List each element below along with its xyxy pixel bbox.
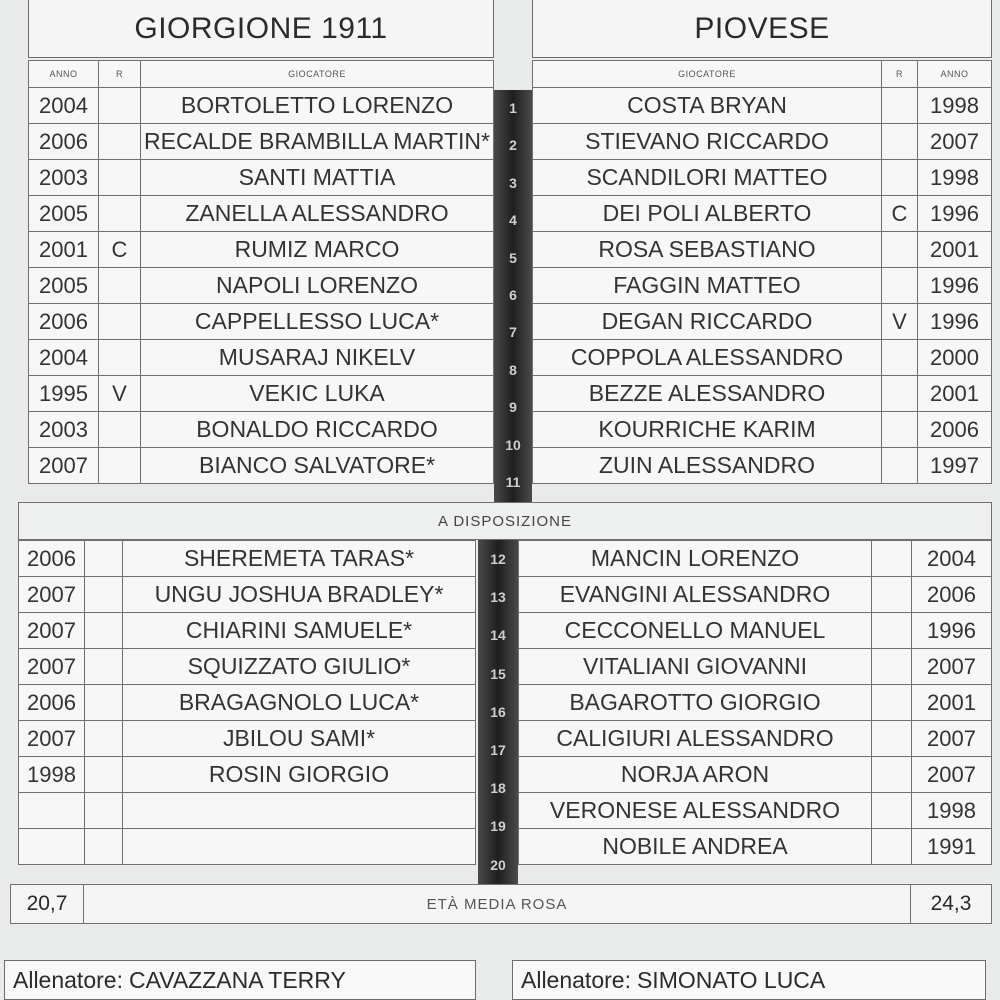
table-row (29, 376, 494, 412)
player-birth-year: 2005 (29, 268, 99, 304)
player-role (99, 268, 141, 304)
home-team-title: GIORGIONE 1911 (28, 0, 494, 58)
table-row (19, 685, 476, 721)
header-player: GIOCATORE (141, 61, 494, 88)
shirt-number: 7 (509, 324, 517, 341)
table-row (533, 88, 992, 124)
table-row (519, 757, 992, 793)
player-birth-year: 1996 (918, 304, 992, 340)
player-role (99, 88, 141, 124)
player-birth-year: 2007 (912, 649, 992, 685)
player-role (85, 793, 123, 829)
player-name: FAGGIN MATTEO (533, 268, 882, 304)
player-birth-year: 1996 (918, 196, 992, 232)
table-row (519, 541, 992, 577)
player-name: SANTI MATTIA (141, 160, 494, 196)
player-name: MANCIN LORENZO (519, 541, 872, 577)
player-name: NOBILE ANDREA (519, 829, 872, 865)
player-name: CALIGIURI ALESSANDRO (519, 721, 872, 757)
table-row (19, 649, 476, 685)
player-role (99, 448, 141, 484)
player-role (85, 577, 123, 613)
shirt-number: 8 (509, 361, 517, 378)
player-birth-year: 2006 (29, 124, 99, 160)
player-role (85, 613, 123, 649)
player-role (872, 793, 912, 829)
player-birth-year: 2006 (912, 577, 992, 613)
player-role (872, 829, 912, 865)
shirt-number: 19 (490, 818, 506, 835)
table-row (533, 340, 992, 376)
player-name: SQUIZZATO GIULIO* (123, 649, 476, 685)
player-role (872, 613, 912, 649)
header-role: R (882, 61, 918, 88)
player-role (882, 448, 918, 484)
player-name: DEGAN RICCARDO (533, 304, 882, 340)
player-role (882, 88, 918, 124)
player-birth-year: 1991 (912, 829, 992, 865)
table-row (519, 577, 992, 613)
player-role (882, 124, 918, 160)
average-age-row (10, 884, 992, 924)
player-birth-year: 1998 (19, 757, 85, 793)
shirt-number-strip-starters (494, 90, 532, 502)
shirt-number: 11 (505, 473, 521, 490)
header-role: R (99, 61, 141, 88)
home-coach-label: Allenatore: (13, 966, 123, 993)
home-average-age: 20,7 (11, 885, 84, 923)
player-role (872, 685, 912, 721)
shirt-number: 18 (490, 780, 506, 797)
home-starters-table (28, 60, 494, 484)
player-name (123, 793, 476, 829)
player-birth-year: 2007 (19, 613, 85, 649)
table-row (29, 304, 494, 340)
table-row (19, 721, 476, 757)
player-birth-year: 2005 (29, 196, 99, 232)
header-year: ANNO (918, 61, 992, 88)
header-year: ANNO (29, 61, 99, 88)
player-name: BAGAROTTO GIORGIO (519, 685, 872, 721)
player-name: ZANELLA ALESSANDRO (141, 196, 494, 232)
player-birth-year: 2007 (19, 721, 85, 757)
player-name: CHIARINI SAMUELE* (123, 613, 476, 649)
player-name: BEZZE ALESSANDRO (533, 376, 882, 412)
player-name: CAPPELLESSO LUCA* (141, 304, 494, 340)
player-name: RUMIZ MARCO (141, 232, 494, 268)
player-birth-year (19, 793, 85, 829)
player-birth-year: 2007 (918, 124, 992, 160)
table-row (533, 412, 992, 448)
table-row (519, 829, 992, 865)
player-role (882, 376, 918, 412)
player-name: EVANGINI ALESSANDRO (519, 577, 872, 613)
player-birth-year: 2007 (29, 448, 99, 484)
shirt-number: 15 (490, 665, 506, 682)
player-birth-year: 1998 (912, 793, 992, 829)
table-row (519, 793, 992, 829)
home-coach-box (4, 960, 476, 1000)
away-average-age: 24,3 (910, 885, 991, 923)
player-birth-year: 2004 (29, 88, 99, 124)
average-age-label: ETÀ MEDIA ROSA (426, 895, 568, 913)
table-row (533, 268, 992, 304)
player-birth-year: 2004 (29, 340, 99, 376)
table-row (533, 196, 992, 232)
player-role (99, 412, 141, 448)
player-role (85, 829, 123, 865)
player-name: NAPOLI LORENZO (141, 268, 494, 304)
player-birth-year: 2000 (918, 340, 992, 376)
shirt-number: 10 (505, 436, 521, 453)
player-birth-year: 2006 (29, 304, 99, 340)
table-row (19, 793, 476, 829)
table-row (519, 649, 992, 685)
player-name: ROSA SEBASTIANO (533, 232, 882, 268)
player-name: MUSARAJ NIKELV (141, 340, 494, 376)
player-birth-year: 2001 (912, 685, 992, 721)
player-name: UNGU JOSHUA BRADLEY* (123, 577, 476, 613)
player-name: STIEVANO RICCARDO (533, 124, 882, 160)
shirt-number: 3 (509, 174, 517, 191)
shirt-number: 20 (490, 856, 506, 873)
player-name: CECCONELLO MANUEL (519, 613, 872, 649)
table-row (29, 124, 494, 160)
table-row (533, 160, 992, 196)
player-role (99, 124, 141, 160)
player-birth-year: 1996 (918, 268, 992, 304)
table-row (29, 232, 494, 268)
shirt-number: 5 (509, 249, 517, 266)
player-birth-year: 2001 (918, 376, 992, 412)
table-header-row (29, 61, 494, 88)
player-role: C (99, 232, 141, 268)
player-role (882, 268, 918, 304)
player-birth-year: 2007 (19, 649, 85, 685)
player-role (99, 340, 141, 376)
player-birth-year: 2006 (19, 685, 85, 721)
table-row (533, 376, 992, 412)
player-birth-year: 2004 (912, 541, 992, 577)
player-role (882, 160, 918, 196)
table-row (19, 757, 476, 793)
player-birth-year: 2006 (19, 541, 85, 577)
player-name: ZUIN ALESSANDRO (533, 448, 882, 484)
table-row (19, 829, 476, 865)
shirt-number: 1 (509, 100, 517, 116)
reserves-label: A DISPOSIZIONE (18, 502, 992, 540)
player-name: VERONESE ALESSANDRO (519, 793, 872, 829)
table-row (29, 160, 494, 196)
player-name (123, 829, 476, 865)
table-row (519, 613, 992, 649)
player-name: BIANCO SALVATORE* (141, 448, 494, 484)
player-role (99, 196, 141, 232)
away-starters-table (532, 60, 992, 484)
away-coach-label: Allenatore: (521, 966, 631, 993)
player-name: VITALIANI GIOVANNI (519, 649, 872, 685)
player-name: NORJA ARON (519, 757, 872, 793)
shirt-number: 16 (490, 703, 506, 720)
player-role (882, 340, 918, 376)
player-birth-year: 2007 (912, 721, 992, 757)
player-birth-year: 2001 (918, 232, 992, 268)
player-role (882, 232, 918, 268)
player-birth-year: 1995 (29, 376, 99, 412)
shirt-number: 17 (490, 741, 506, 758)
player-role: V (882, 304, 918, 340)
player-role (85, 649, 123, 685)
table-row (519, 685, 992, 721)
table-row (29, 88, 494, 124)
player-role (872, 577, 912, 613)
header-player: GIOCATORE (533, 61, 882, 88)
away-coach-name: SIMONATO LUCA (636, 966, 826, 993)
shirt-number: 12 (490, 551, 506, 567)
table-row (19, 613, 476, 649)
player-role (85, 685, 123, 721)
home-coach-name: CAVAZZANA TERRY (128, 966, 346, 993)
shirt-number: 4 (509, 212, 517, 229)
table-row (533, 232, 992, 268)
shirt-number: 2 (509, 137, 517, 154)
player-birth-year: 1996 (912, 613, 992, 649)
shirt-number-strip-reserves (478, 540, 518, 884)
table-row (29, 340, 494, 376)
player-birth-year: 2007 (912, 757, 992, 793)
player-birth-year: 1998 (918, 160, 992, 196)
player-birth-year: 2003 (29, 412, 99, 448)
away-coach-box (512, 960, 986, 1000)
table-row (29, 268, 494, 304)
player-name: DEI POLI ALBERTO (533, 196, 882, 232)
table-row (533, 304, 992, 340)
away-team-title: PIOVESE (532, 0, 992, 58)
player-name: ROSIN GIORGIO (123, 757, 476, 793)
player-name: RECALDE BRAMBILLA MARTIN* (141, 124, 494, 160)
table-row (19, 541, 476, 577)
player-birth-year: 2001 (29, 232, 99, 268)
player-birth-year (19, 829, 85, 865)
player-birth-year: 2007 (19, 577, 85, 613)
player-name: COSTA BRYAN (533, 88, 882, 124)
away-reserves-table (518, 540, 992, 865)
player-role (872, 757, 912, 793)
shirt-number: 9 (509, 399, 517, 416)
table-row (29, 448, 494, 484)
player-name: BONALDO RICCARDO (141, 412, 494, 448)
table-row (533, 124, 992, 160)
player-birth-year: 2003 (29, 160, 99, 196)
player-role (872, 721, 912, 757)
table-row (29, 196, 494, 232)
table-header-row (533, 61, 992, 88)
player-role (872, 649, 912, 685)
player-name: JBILOU SAMI* (123, 721, 476, 757)
player-birth-year: 1998 (918, 88, 992, 124)
player-role (882, 412, 918, 448)
player-role: V (99, 376, 141, 412)
player-role (85, 757, 123, 793)
player-name: KOURRICHE KARIM (533, 412, 882, 448)
player-role (85, 721, 123, 757)
table-row (29, 412, 494, 448)
player-name: COPPOLA ALESSANDRO (533, 340, 882, 376)
player-name: BORTOLETTO LORENZO (141, 88, 494, 124)
table-row (519, 721, 992, 757)
shirt-number: 14 (490, 627, 506, 644)
player-birth-year: 2006 (918, 412, 992, 448)
player-role (872, 541, 912, 577)
player-name: BRAGAGNOLO LUCA* (123, 685, 476, 721)
table-row (19, 577, 476, 613)
player-name: VEKIC LUKA (141, 376, 494, 412)
player-role (99, 304, 141, 340)
player-name: SHEREMETA TARAS* (123, 541, 476, 577)
shirt-number: 13 (490, 589, 506, 606)
table-row (533, 448, 992, 484)
player-role: C (882, 196, 918, 232)
player-role (85, 541, 123, 577)
shirt-number: 6 (509, 286, 517, 303)
player-role (99, 160, 141, 196)
home-reserves-table (18, 540, 476, 865)
player-birth-year: 1997 (918, 448, 992, 484)
player-name: SCANDILORI MATTEO (533, 160, 882, 196)
